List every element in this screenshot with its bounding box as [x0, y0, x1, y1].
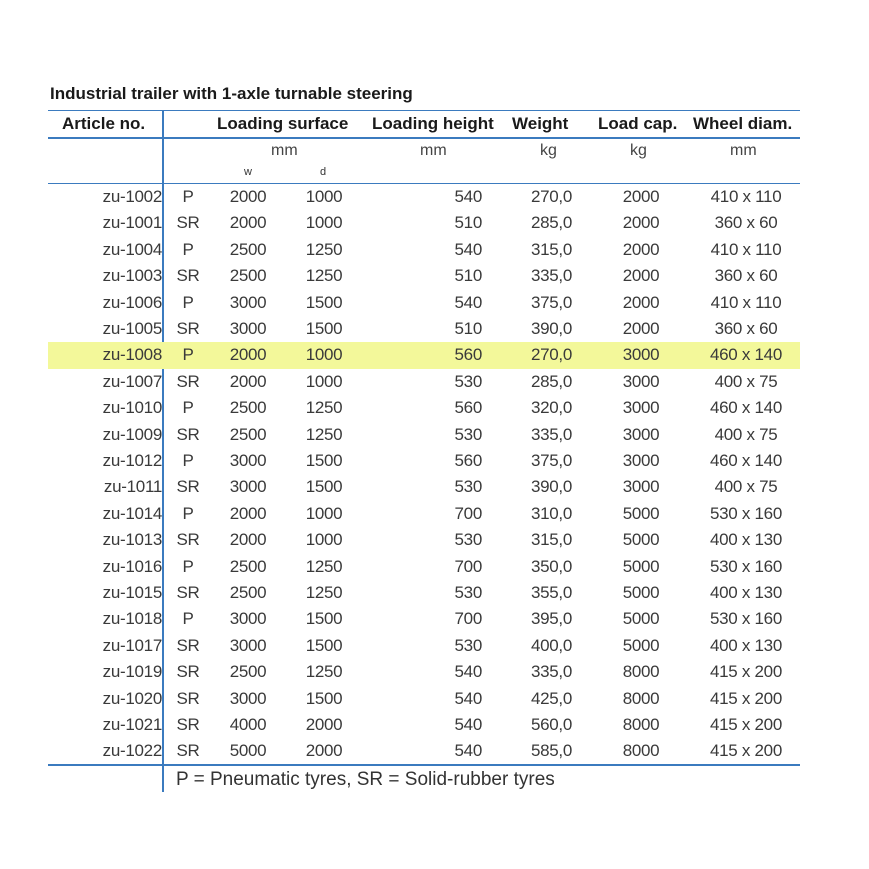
loading-height-cell: 530: [454, 424, 482, 444]
weight-cell: 585,0: [530, 741, 572, 761]
wheel-diameter-cell: 415 x 200: [710, 741, 782, 761]
wheel-diameter-cell: 400 x 75: [714, 477, 778, 497]
article-cell: zu-1003: [102, 266, 162, 286]
depth-cell: 1250: [305, 583, 343, 602]
header-loading-surface: Loading surface: [217, 114, 349, 133]
depth-cell: 1500: [305, 635, 343, 655]
load-capacity-cell: 5000: [622, 635, 660, 655]
header-wheel-diam: Wheel diam.: [693, 114, 793, 133]
width-cell: 3000: [229, 292, 267, 312]
width-cell: 2000: [229, 345, 267, 365]
table-row: [48, 395, 800, 421]
wheel-diameter-cell: 400 x 75: [714, 371, 778, 391]
article-cell: zu-1005: [102, 319, 162, 338]
load-capacity-cell: 2000: [622, 239, 660, 259]
width-cell: 2500: [229, 266, 267, 286]
unit-load-cap: kg: [630, 142, 647, 159]
tyre-type-cell: SR: [176, 741, 200, 761]
loading-height-cell: 530: [454, 371, 482, 391]
loading-height-cell: 560: [454, 451, 482, 470]
article-cell: zu-1019: [102, 662, 162, 682]
table-row: [48, 580, 800, 606]
depth-cell: 1250: [305, 266, 343, 286]
weight-cell: 315,0: [530, 530, 572, 550]
tyre-type-cell: SR: [176, 424, 200, 444]
wheel-diameter-cell: 415 x 200: [710, 662, 782, 682]
weight-cell: 395,0: [530, 609, 572, 629]
weight-cell: 400,0: [530, 635, 572, 655]
table-row: [48, 738, 800, 764]
header-loading-height: Loading height: [372, 114, 494, 133]
article-cell: zu-1015: [102, 583, 162, 602]
tyre-type-cell: SR: [176, 662, 200, 682]
tyre-type-cell: SR: [176, 477, 200, 497]
table-row: [48, 237, 800, 263]
weight-cell: 425,0: [530, 688, 572, 708]
load-capacity-cell: 5000: [622, 556, 660, 576]
loading-height-cell: 530: [454, 583, 482, 602]
tyre-type-cell: P: [182, 398, 194, 418]
loading-height-cell: 700: [454, 609, 482, 629]
load-capacity-cell: 3000: [622, 477, 660, 497]
wheel-diameter-cell: 360 x 60: [714, 213, 778, 233]
article-cell: zu-1007: [102, 371, 162, 391]
wheel-diameter-cell: 460 x 140: [710, 345, 782, 365]
article-cell: zu-1018: [102, 609, 162, 629]
table-title: Industrial trailer with 1-axle turnable steering: [50, 84, 413, 103]
depth-cell: 2000: [305, 715, 343, 734]
table-row: [48, 474, 800, 500]
width-cell: 2000: [229, 187, 267, 206]
tyre-type-cell: P: [182, 239, 194, 259]
load-capacity-cell: 2000: [622, 266, 660, 286]
loading-height-cell: 540: [454, 239, 482, 259]
wheel-diameter-cell: 460 x 140: [710, 398, 782, 418]
load-capacity-cell: 2000: [622, 187, 660, 206]
article-cell: zu-1006: [102, 292, 162, 312]
load-capacity-cell: 2000: [622, 292, 660, 312]
wheel-diameter-cell: 530 x 160: [710, 503, 782, 523]
width-cell: 2500: [229, 556, 267, 576]
article-cell: zu-1004: [102, 239, 162, 259]
wheel-diameter-cell: 460 x 140: [710, 451, 782, 470]
weight-cell: 285,0: [530, 371, 572, 391]
depth-cell: 1500: [305, 451, 343, 470]
article-cell: zu-1013: [102, 530, 162, 550]
table-row: [48, 527, 800, 553]
article-cell: zu-1009: [102, 424, 162, 444]
article-cell: zu-1017: [102, 635, 162, 655]
subheader-width: w: [244, 166, 252, 178]
article-cell: zu-1021: [102, 715, 162, 734]
load-capacity-cell: 2000: [622, 213, 660, 233]
loading-height-cell: 560: [454, 345, 482, 365]
wheel-diameter-cell: 415 x 200: [710, 688, 782, 708]
depth-cell: 1500: [305, 292, 343, 312]
article-cell: zu-1011: [103, 477, 162, 497]
depth-cell: 1500: [305, 477, 343, 497]
article-cell: zu-1020: [102, 688, 162, 708]
loading-height-cell: 560: [454, 398, 482, 418]
loading-height-cell: 510: [454, 266, 482, 286]
width-cell: 3000: [229, 688, 267, 708]
tyre-type-cell: P: [182, 451, 194, 470]
wheel-diameter-cell: 415 x 200: [710, 715, 782, 734]
weight-cell: 270,0: [530, 345, 572, 365]
wheel-diameter-cell: 410 x 110: [710, 239, 782, 259]
width-cell: 3000: [229, 609, 267, 629]
loading-height-cell: 540: [454, 662, 482, 682]
tyre-type-cell: SR: [176, 319, 200, 338]
unit-wheel-diam: mm: [730, 142, 757, 159]
depth-cell: 1000: [305, 371, 343, 391]
load-capacity-cell: 8000: [622, 662, 660, 682]
tyre-type-cell: SR: [176, 688, 200, 708]
unit-loading-surface: mm: [271, 142, 298, 159]
tyre-type-cell: SR: [176, 266, 200, 286]
table-row: [48, 659, 800, 685]
width-cell: 2500: [229, 424, 267, 444]
width-cell: 3000: [229, 319, 267, 338]
depth-cell: 1250: [305, 662, 343, 682]
weight-cell: 375,0: [530, 451, 572, 470]
width-cell: 2500: [229, 398, 267, 418]
load-capacity-cell: 3000: [622, 451, 660, 470]
wheel-diameter-cell: 530 x 160: [710, 609, 782, 629]
load-capacity-cell: 8000: [622, 688, 660, 708]
unit-loading-height: mm: [420, 142, 447, 159]
depth-cell: 1250: [305, 424, 343, 444]
wheel-diameter-cell: 410 x 110: [710, 292, 782, 312]
wheel-diameter-cell: 530 x 160: [710, 556, 782, 576]
load-capacity-cell: 8000: [622, 741, 660, 761]
tyre-type-cell: SR: [176, 371, 200, 391]
tyre-type-cell: P: [182, 345, 194, 365]
weight-cell: 285,0: [530, 213, 572, 233]
table-row: [48, 501, 800, 527]
load-capacity-cell: 5000: [622, 609, 660, 629]
tyre-type-cell: P: [182, 556, 194, 576]
table-row: [48, 448, 800, 474]
load-capacity-cell: 8000: [622, 715, 660, 734]
wheel-diameter-cell: 400 x 130: [710, 583, 782, 602]
load-capacity-cell: 5000: [622, 530, 660, 550]
wheel-diameter-cell: 360 x 60: [714, 319, 778, 338]
unit-weight: kg: [540, 142, 557, 159]
table-row: [48, 554, 800, 580]
load-capacity-cell: 3000: [622, 345, 660, 365]
table-row: [48, 210, 800, 236]
load-capacity-cell: 3000: [622, 398, 660, 418]
wheel-diameter-cell: 410 x 110: [710, 187, 782, 206]
width-cell: 2000: [229, 503, 267, 523]
tyre-type-cell: P: [182, 609, 194, 629]
subheader-depth: d: [320, 166, 327, 178]
width-cell: 2000: [229, 213, 267, 233]
load-capacity-cell: 3000: [622, 371, 660, 391]
tyre-type-cell: SR: [176, 213, 200, 233]
table-row: [48, 184, 800, 210]
header-article: Article no.: [62, 114, 146, 133]
depth-cell: 1000: [305, 187, 343, 206]
loading-height-cell: 530: [454, 477, 482, 497]
tyre-type-cell: P: [182, 503, 194, 523]
depth-cell: 2000: [305, 741, 343, 761]
width-cell: 5000: [229, 741, 267, 761]
depth-cell: 1250: [305, 398, 343, 418]
weight-cell: 350,0: [530, 556, 572, 576]
depth-cell: 1250: [305, 556, 343, 576]
table-row: [48, 606, 800, 632]
loading-height-cell: 700: [454, 556, 482, 576]
weight-cell: 320,0: [530, 398, 572, 418]
width-cell: 2500: [229, 662, 267, 682]
width-cell: 3000: [229, 477, 267, 497]
depth-cell: 1500: [305, 319, 343, 338]
header-load-cap: Load cap.: [598, 114, 678, 133]
loading-height-cell: 530: [454, 530, 482, 550]
width-cell: 3000: [229, 635, 267, 655]
wheel-diameter-cell: 400 x 75: [714, 424, 778, 444]
tyre-type-cell: SR: [176, 530, 200, 550]
weight-cell: 310,0: [530, 503, 572, 523]
loading-height-cell: 540: [454, 741, 482, 761]
loading-height-cell: 540: [454, 715, 482, 734]
width-cell: 2500: [229, 583, 267, 602]
table-row: [48, 712, 800, 738]
article-cell: zu-1002: [102, 187, 162, 206]
article-cell: zu-1022: [102, 741, 162, 761]
table-row: [48, 686, 800, 712]
width-cell: 3000: [229, 451, 267, 470]
load-capacity-cell: 5000: [622, 583, 660, 602]
table-row-highlighted: [48, 342, 800, 368]
depth-cell: 1000: [305, 213, 343, 233]
wheel-diameter-cell: 400 x 130: [710, 530, 782, 550]
tyre-type-cell: P: [182, 292, 194, 312]
tyre-legend-footnote: P = Pneumatic tyres, SR = Solid-rubber tyres: [176, 769, 555, 790]
width-cell: 2000: [229, 371, 267, 391]
table-row: [48, 369, 800, 395]
load-capacity-cell: 2000: [622, 319, 660, 338]
loading-height-cell: 510: [454, 213, 482, 233]
depth-cell: 1000: [305, 345, 343, 365]
article-cell: zu-1001: [102, 213, 162, 233]
table-row: [48, 422, 800, 448]
header-weight: Weight: [512, 114, 569, 133]
width-cell: 2000: [229, 530, 267, 550]
weight-cell: 390,0: [530, 477, 572, 497]
weight-cell: 390,0: [530, 319, 572, 338]
loading-height-cell: 540: [454, 688, 482, 708]
table-row: [48, 316, 800, 342]
article-cell: zu-1008: [102, 345, 162, 365]
loading-height-cell: 700: [454, 503, 482, 523]
weight-cell: 335,0: [530, 424, 572, 444]
tyre-type-cell: SR: [176, 635, 200, 655]
loading-height-cell: 540: [454, 292, 482, 312]
table-row: [48, 290, 800, 316]
tyre-type-cell: SR: [176, 715, 200, 734]
wheel-diameter-cell: 400 x 130: [710, 635, 782, 655]
article-cell: zu-1016: [102, 556, 162, 576]
weight-cell: 270,0: [530, 187, 572, 206]
width-cell: 4000: [229, 715, 267, 734]
weight-cell: 335,0: [530, 662, 572, 682]
weight-cell: 375,0: [530, 292, 572, 312]
depth-cell: 1250: [305, 239, 343, 259]
depth-cell: 1000: [305, 503, 343, 523]
wheel-diameter-cell: 360 x 60: [714, 266, 778, 286]
width-cell: 2500: [229, 239, 267, 259]
article-cell: zu-1014: [102, 503, 162, 523]
depth-cell: 1000: [305, 530, 343, 550]
weight-cell: 335,0: [530, 266, 572, 286]
loading-height-cell: 510: [454, 319, 482, 338]
table-row: [48, 263, 800, 289]
weight-cell: 355,0: [530, 583, 572, 602]
depth-cell: 1500: [305, 609, 343, 629]
load-capacity-cell: 5000: [622, 503, 660, 523]
article-cell: zu-1010: [102, 398, 162, 418]
depth-cell: 1500: [305, 688, 343, 708]
weight-cell: 315,0: [530, 239, 572, 259]
article-cell: zu-1012: [102, 451, 162, 470]
tyre-type-cell: SR: [176, 583, 200, 602]
loading-height-cell: 530: [454, 635, 482, 655]
table-row: [48, 633, 800, 659]
weight-cell: 560,0: [530, 715, 572, 734]
loading-height-cell: 540: [454, 187, 482, 206]
load-capacity-cell: 3000: [622, 424, 660, 444]
tyre-type-cell: P: [182, 187, 194, 206]
